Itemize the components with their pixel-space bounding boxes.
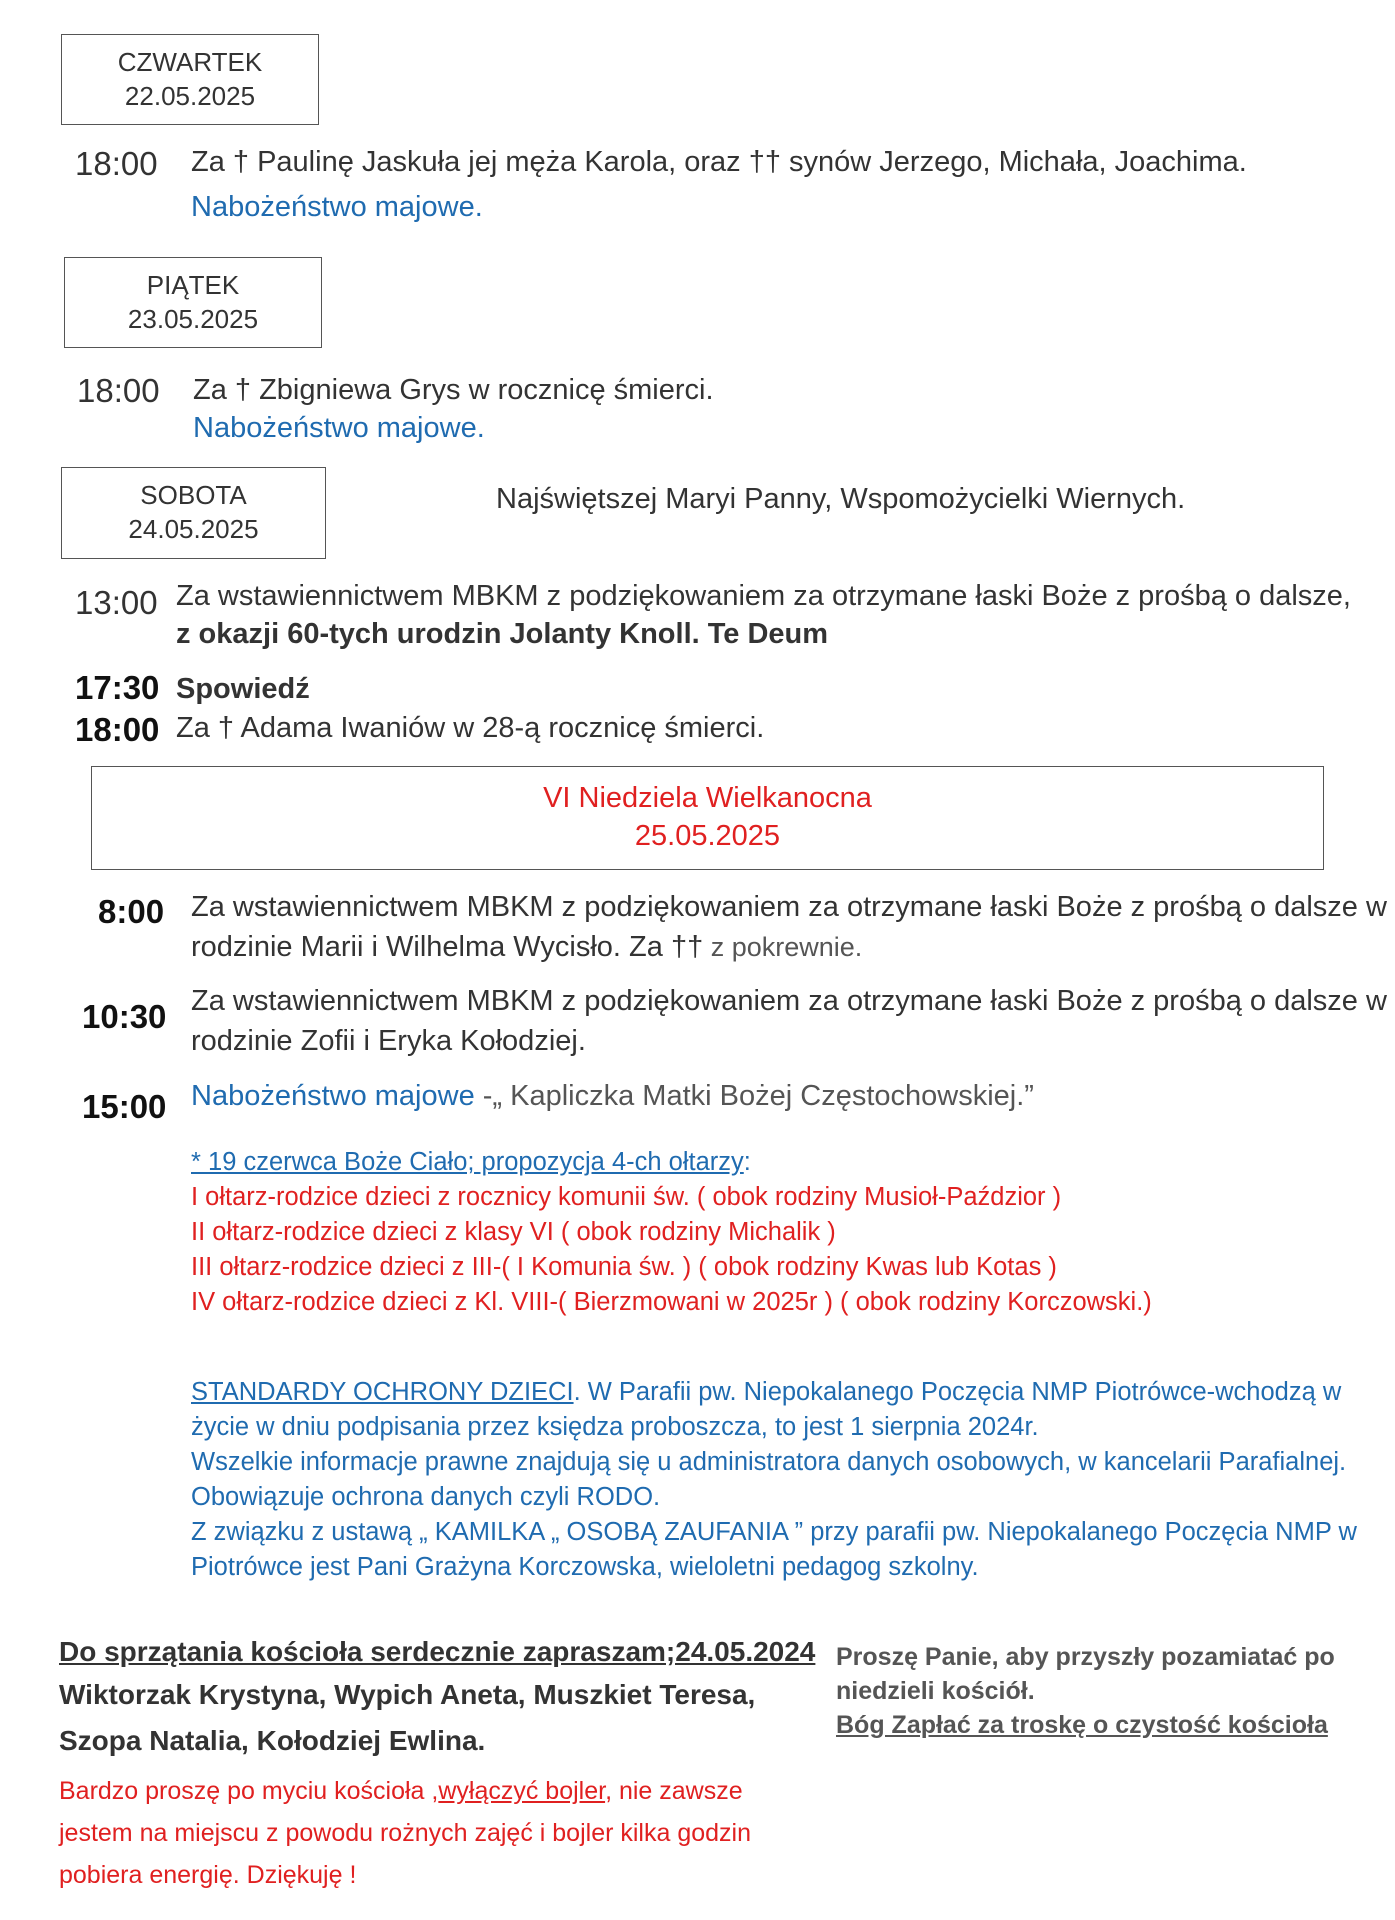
mass-time: 18:00 <box>75 711 160 748</box>
day-date: 22.05.2025 <box>124 81 256 111</box>
day-box-thursday <box>61 34 319 125</box>
cleaning-side-note: niedzieli kościół. <box>836 1677 1035 1705</box>
standards-line: Z związku z ustawą „ KAMILKA „ OSOBĄ ZAUFANIA ” przy parafii pw. Niepokalanego Poczęcia NMP w <box>191 1518 1357 1546</box>
corpus-christi-header-line <box>191 1145 751 1180</box>
altar-line: IV ołtarz-rodzice dzieci z Kl. VIII-( Bierzmowani w 2025r ) ( obok rodziny Korczowski.) <box>191 1288 1152 1316</box>
mass-intention-bold: z okazji 60-tych urodzin Jolanty Knoll. Te Deum <box>176 618 829 650</box>
service-line <box>191 1078 1034 1115</box>
mass-intention-tail: z pokrewnie. <box>703 932 863 962</box>
mass-time: 10:30 <box>82 998 167 1035</box>
altar-line: III ołtarz-rodzice dzieci z III-( I Komunia św. ) ( obok rodziny Kwas lub Kotas ) <box>191 1253 1057 1281</box>
service-note: Nabożeństwo majowe <box>191 1080 475 1112</box>
sunday-box <box>91 766 1324 870</box>
boiler-request-line: pobiera energię. Dziękuję ! <box>59 1861 357 1889</box>
day-date: 23.05.2025 <box>127 304 259 334</box>
header-colon: : <box>743 1148 751 1176</box>
mass-intention: Za † Adama Iwaniów w 28-ą rocznicę śmierci. <box>176 712 765 744</box>
mass-intention: Za wstawiennictwem MBKM z podziękowaniem za otrzymane łaski Boże z prośbą o dalsze w <box>191 985 1387 1017</box>
cleaning-side-note: Proszę Panie, aby przyszły pozamiatać po <box>836 1643 1335 1671</box>
sunday-title: VI Niedziela Wielkanocna <box>543 782 872 814</box>
sunday-date: 25.05.2025 <box>634 820 781 852</box>
standards-text: . W Parafii pw. Niepokalanego Poczęcia NMP Piotrówce-wchodzą w <box>573 1378 1342 1406</box>
standards-line: życie w dniu podpisania przez księdza proboszcza, to jest 1 sierpnia 2024r. <box>191 1413 1039 1441</box>
standards-line: Obowiązuje ochrona danych czyli RODO. <box>191 1483 661 1511</box>
cleaning-names: Wiktorzak Krystyna, Wypich Aneta, Muszkiet Teresa, <box>59 1679 756 1710</box>
day-name: PIĄTEK <box>146 270 240 300</box>
confession-label: Spowiedź <box>176 673 310 705</box>
confession-time: 17:30 <box>75 669 160 706</box>
standards-title[interactable]: STANDARDY OCHRONY DZIECI <box>191 1378 574 1406</box>
mass-time: 8:00 <box>98 893 165 930</box>
day-name: CZWARTEK <box>117 47 263 77</box>
mass-intention: Za wstawiennictwem MBKM z podziękowaniem za otrzymane łaski Boże z prośbą o dalsze, <box>176 580 1351 612</box>
boiler-request: Bardzo proszę po myciu kościoła , <box>59 1777 439 1805</box>
mass-time: 18:00 <box>77 372 160 409</box>
service-place: -„ Kapliczka Matki Bożej Częstochowskiej.” <box>474 1080 1034 1112</box>
day-box-saturday <box>61 467 326 559</box>
standards-line: Wszelkie informacje prawne znajdują się u administratora danych osobowych, w kancelarii Parafialnej. <box>191 1448 1347 1476</box>
service-note: Nabożeństwo majowe. <box>193 412 485 444</box>
standards-line: Piotrówce jest Pani Grażyna Korczowska, wieloletni pedagog szkolny. <box>191 1553 979 1581</box>
day-date: 24.05.2025 <box>128 514 259 544</box>
service-time: 15:00 <box>82 1088 167 1125</box>
cleaning-heading: Do sprzątania kościoła serdecznie zapraszam;24.05.2024 <box>59 1636 816 1667</box>
feast-title: Najświętszej Maryi Panny, Wspomożycielki Wiernych. <box>496 483 1186 515</box>
standards-line <box>191 1375 1341 1410</box>
altar-line: II ołtarz-rodzice dzieci z klasy VI ( obok rodziny Michalik ) <box>191 1218 836 1246</box>
mass-intention <box>191 929 862 966</box>
mass-intention-main: rodzinie Marii i Wilhelma Wycisło. Za †† <box>191 931 704 963</box>
day-box-friday <box>64 257 322 348</box>
altar-line: I ołtarz-rodzice dzieci z rocznicy komunii św. ( obok rodziny Musioł-Paździor ) <box>191 1183 1062 1211</box>
mass-time: 13:00 <box>75 584 158 621</box>
day-name: SOBOTA <box>140 480 247 510</box>
mass-time: 18:00 <box>75 145 158 182</box>
boiler-request-emphasis: wyłączyć bojler <box>438 1777 606 1805</box>
corpus-christi-header[interactable]: * 19 czerwca Boże Ciało; propozycja 4-ch ołtarzy <box>191 1148 744 1176</box>
service-note: Nabożeństwo majowe. <box>191 191 483 223</box>
boiler-request-line: jestem na miejscu z powodu rożnych zajęć i bojler kilka godzin <box>59 1819 751 1847</box>
boiler-request-line <box>59 1770 743 1812</box>
mass-intention: Za † Zbigniewa Grys w rocznicę śmierci. <box>193 374 714 406</box>
cleaning-names: Szopa Natalia, Kołodziej Ewlina. <box>59 1725 486 1756</box>
mass-intention: Za wstawiennictwem MBKM z podziękowaniem za otrzymane łaski Boże z prośbą o dalsze w <box>191 891 1387 923</box>
cleaning-thanks: Bóg Zapłać za troskę o czystość kościoła <box>836 1711 1328 1739</box>
boiler-request: , nie zawsze <box>605 1777 743 1805</box>
mass-intention: Za † Paulinę Jaskuła jej męża Karola, oraz †† synów Jerzego, Michała, Joachima. <box>191 146 1247 178</box>
mass-intention: rodzinie Zofii i Eryka Kołodziej. <box>191 1025 586 1057</box>
